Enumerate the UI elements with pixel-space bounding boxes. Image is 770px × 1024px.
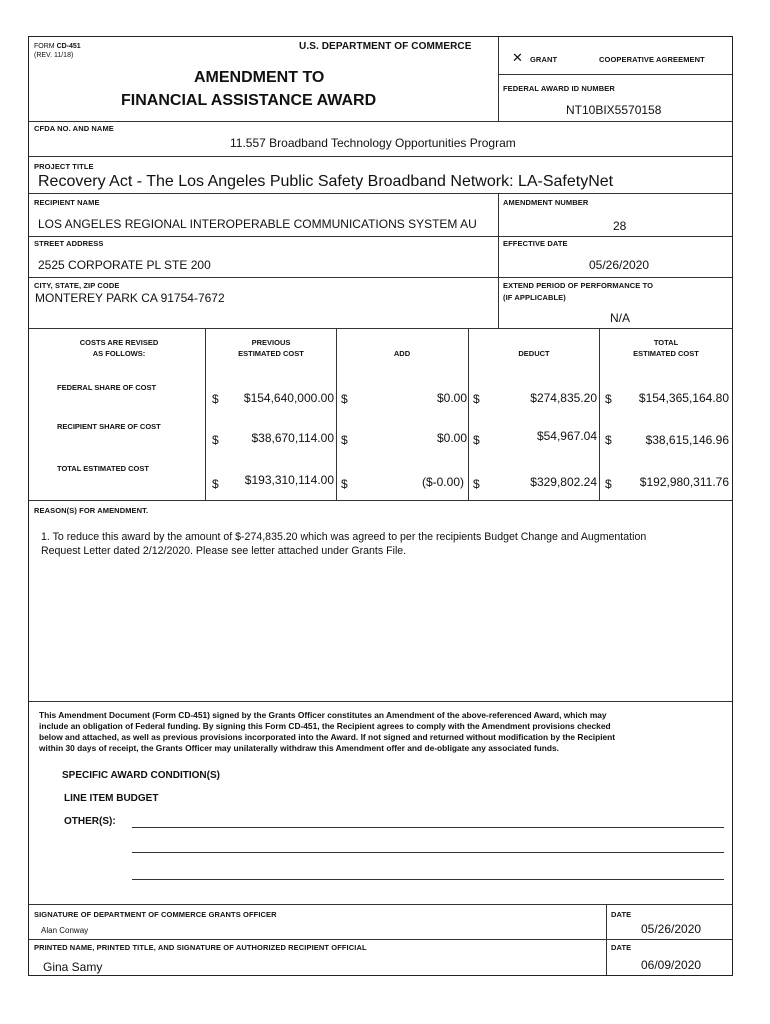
effective-date: 05/26/2020 — [589, 258, 650, 272]
city-state-zip: MONTEREY PARK CA 91754-7672 — [35, 291, 225, 305]
amendment-notice-line3: below and attached, as well as previous provisions incorporated into the Award. If not signed and returned without modification by the Recipient — [39, 732, 616, 742]
recipient-official-signature-label: PRINTED NAME, PRINTED TITLE, AND SIGNATURE OF AUTHORIZED RECIPIENT OFFICIAL — [34, 943, 367, 952]
officer-date-label: DATE — [611, 910, 632, 919]
project-title-label: PROJECT TITLE — [34, 162, 94, 171]
amendment-notice-line1: This Amendment Document (Form CD-451) signed by the Grants Officer constitutes an Amendment of the above-referenced Award, which may — [39, 710, 607, 720]
cooperative-agreement-label: COOPERATIVE AGREEMENT — [599, 55, 705, 64]
street-address: 2525 CORPORATE PL STE 200 — [38, 258, 211, 272]
recipient-share-total: $38,615,146.96 — [645, 433, 729, 447]
col-header-total — [600, 337, 732, 359]
currency-sign: $ — [341, 433, 348, 447]
amendment-form — [28, 36, 733, 976]
form-number-value: CD-451 — [56, 43, 81, 50]
reasons-label: REASON(S) FOR AMENDMENT. — [34, 506, 149, 515]
col-header-revised-line1: COSTS ARE REVISED — [79, 338, 159, 347]
grant-label: GRANT — [530, 55, 558, 64]
street-address-label: STREET ADDRESS — [34, 239, 104, 248]
total-cost-deduct: $329,802.24 — [530, 475, 597, 489]
currency-sign: $ — [473, 433, 480, 447]
col-header-previous-line1: PREVIOUS — [251, 338, 291, 347]
grant-checkbox-mark[interactable]: ✕ — [512, 50, 523, 65]
others-line-1[interactable] — [132, 827, 724, 828]
others-line-3[interactable] — [132, 879, 724, 880]
total-cost-label: TOTAL ESTIMATED COST — [57, 464, 149, 473]
col-header-total-line2: ESTIMATED COST — [633, 349, 699, 358]
agency-name: U.S. DEPARTMENT OF COMMERCE — [299, 41, 472, 52]
form-title-line2: FINANCIAL ASSISTANCE AWARD — [121, 92, 377, 109]
col-header-previous-line2: ESTIMATED COST — [238, 349, 304, 358]
recipient-date-label: DATE — [611, 943, 632, 952]
extend-period-value: N/A — [610, 311, 631, 325]
specific-conditions-label: SPECIFIC AWARD CONDITION(S) — [62, 770, 220, 781]
reasons-text-line2: Request Letter dated 2/12/2020. Please see letter attached under Grants File. — [41, 545, 407, 557]
amendment-number-label: AMENDMENT NUMBER — [503, 198, 589, 207]
currency-sign: $ — [605, 392, 612, 406]
reasons-text — [41, 530, 731, 558]
others-line-2[interactable] — [132, 852, 724, 853]
effective-date-label: EFFECTIVE DATE — [503, 239, 568, 248]
col-header-revised-line2: AS FOLLOWS: — [92, 349, 146, 358]
col-header-previous — [207, 337, 335, 359]
currency-sign: $ — [212, 392, 219, 406]
col-header-deduct: DEDUCT — [518, 349, 550, 358]
currency-sign: $ — [473, 477, 480, 491]
officer-date: 05/26/2020 — [641, 922, 702, 936]
federal-share-add: $0.00 — [436, 391, 467, 405]
federal-award-id: NT10BIX5570158 — [566, 103, 662, 117]
federal-share-label: FEDERAL SHARE OF COST — [57, 383, 157, 392]
federal-share-deduct: $274,835.20 — [530, 391, 597, 405]
federal-share-previous: $154,640,000.00 — [243, 391, 334, 405]
form-number — [34, 43, 81, 50]
currency-sign: $ — [341, 392, 348, 406]
cfda-value: 11.557 Broadband Technology Opportunities Program — [230, 136, 516, 150]
project-title: Recovery Act - The Los Angeles Public Safety Broadband Network: LA-SafetyNet — [38, 173, 614, 190]
total-cost-previous: $193,310,114.00 — [244, 473, 334, 487]
extend-period-sublabel: (IF APPLICABLE) — [503, 293, 566, 302]
currency-sign: $ — [212, 477, 219, 491]
col-header-revised — [39, 337, 199, 359]
currency-sign: $ — [605, 433, 612, 447]
amendment-notice-line4: within 30 days of receipt, the Grants Officer may unilaterally withdraw this Amendment offer and de-obligate any associated funds. — [39, 743, 559, 753]
currency-sign: $ — [605, 477, 612, 491]
recipient-name-label: RECIPIENT NAME — [34, 198, 100, 207]
line-item-budget-label: LINE ITEM BUDGET — [64, 793, 159, 804]
recipient-share-label: RECIPIENT SHARE OF COST — [57, 422, 161, 431]
recipient-date: 06/09/2020 — [641, 958, 702, 972]
cfda-label: CFDA NO. AND NAME — [34, 124, 114, 133]
city-state-zip-label: CITY, STATE, ZIP CODE — [34, 281, 120, 290]
total-cost-add: ($-0.00) — [421, 475, 464, 489]
form-title-line1: AMENDMENT TO — [194, 69, 325, 86]
federal-award-id-label: FEDERAL AWARD ID NUMBER — [503, 84, 615, 93]
others-label: OTHER(S): — [64, 816, 116, 827]
currency-sign: $ — [341, 477, 348, 491]
recipient-name: LOS ANGELES REGIONAL INTEROPERABLE COMMUNICATIONS SYSTEM AU — [38, 217, 477, 231]
grants-officer-name: Alan Conway — [41, 926, 89, 935]
currency-sign: $ — [212, 433, 219, 447]
federal-share-total: $154,365,164.80 — [638, 391, 729, 405]
extend-period-label: EXTEND PERIOD OF PERFORMANCE TO — [503, 281, 654, 290]
amendment-notice — [39, 710, 731, 754]
currency-sign: $ — [473, 392, 480, 406]
reasons-text-line1: 1. To reduce this award by the amount of $-274,835.20 which was agreed to per the recipients Budget Change and Augmentation — [41, 531, 647, 543]
recipient-share-deduct: $54,967.04 — [536, 429, 597, 443]
col-header-total-line1: TOTAL — [653, 338, 679, 347]
amendment-notice-line2: include an obligation of Federal funding. By signing this Form CD-451, the Recipient agrees to comply with the Amendment provisions checked — [39, 721, 611, 731]
recipient-share-add: $0.00 — [436, 431, 467, 445]
form-revision: (REV. 11/18) — [34, 52, 74, 59]
recipient-share-previous: $38,670,114.00 — [251, 431, 334, 445]
recipient-official-name: Gina Samy — [43, 960, 103, 974]
total-cost-total: $192,980,311.76 — [639, 475, 729, 489]
amendment-number: 28 — [613, 219, 627, 233]
col-header-add: ADD — [393, 349, 411, 358]
form-number-label: FORM — [34, 43, 55, 50]
grants-officer-signature-label: SIGNATURE OF DEPARTMENT OF COMMERCE GRANTS OFFICER — [34, 910, 277, 919]
